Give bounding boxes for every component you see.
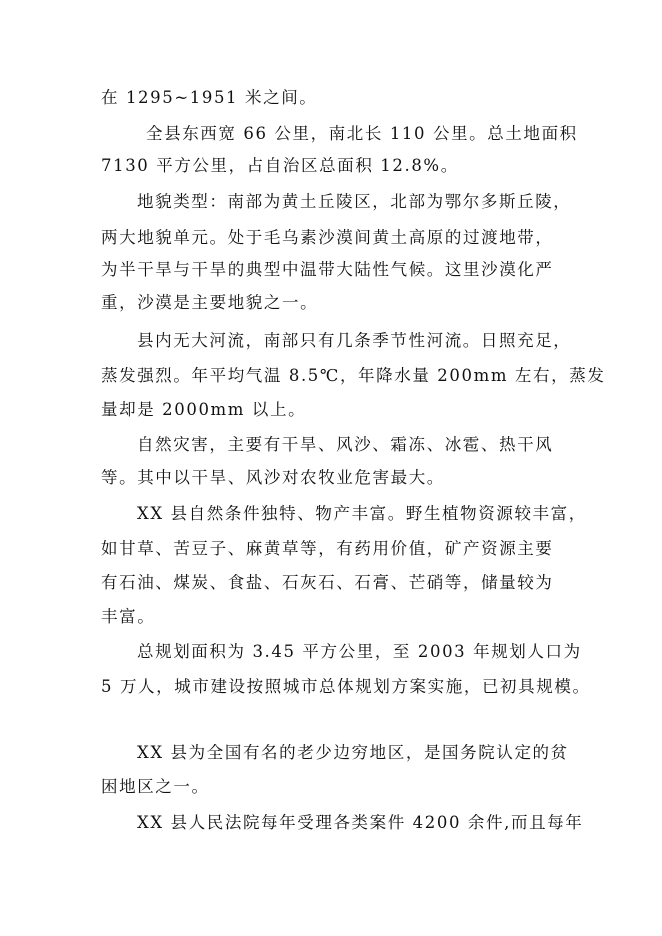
text-line: 为半干旱与干旱的典型中温带大陆性气候。这里沙漠化严 [101, 260, 554, 279]
text-line: 县内无大河流，南部只有几条季节性河流。日照充足， [137, 331, 572, 350]
text-line: 蒸发强烈。年平均气温 8.5℃，年降水量 200mm 左右，蒸发 [101, 366, 606, 385]
text-line: 总规划面积为 3.45 平方公里，至 2003 年规划人口为 [137, 642, 582, 661]
text-line: 重，沙漠是主要地貌之一。 [101, 293, 319, 312]
text-line: XX 县人民法院每年受理各类案件 4200 余件,而且每年 [137, 813, 584, 832]
text-line: 丰富。 [101, 607, 156, 626]
text-line: 量却是 2000mm 以上。 [101, 400, 307, 419]
text-line: 在 1295~1951 米之间。 [101, 88, 318, 107]
text-line: XX 县自然条件独特、物产丰富。野生植物资源较丰富， [137, 504, 587, 523]
text-line: 两大地貌单元。处于毛乌素沙漠间黄土高原的过渡地带， [101, 228, 554, 247]
text-line: 地貌类型：南部为黄土丘陵区，北部为鄂尔多斯丘陵， [137, 192, 572, 211]
text-line: 7130 平方公里，占自治区总面积 12.8%。 [101, 156, 459, 175]
text-line: 如甘草、苦豆子、麻黄草等，有药用价值，矿产资源主要 [101, 539, 554, 558]
text-line: XX 县为全国有名的老少边穷地区，是国务院认定的贫 [137, 743, 569, 762]
text-line: 自然灾害，主要有干旱、风沙、霜冻、冰雹、热干风 [137, 435, 554, 454]
text-line: 全县东西宽 66 公里，南北长 110 公里。总土地面积 [146, 124, 578, 143]
text-line: 困地区之一。 [101, 777, 210, 796]
text-line: 5 万人，城市建设按照城市总体规划方案实施，已初具规模。 [101, 677, 591, 696]
text-line: 等。其中以干旱、风沙对农牧业危害最大。 [101, 468, 445, 487]
text-line: 有石油、煤炭、食盐、石灰石、石膏、芒硝等，储量较为 [101, 573, 554, 592]
